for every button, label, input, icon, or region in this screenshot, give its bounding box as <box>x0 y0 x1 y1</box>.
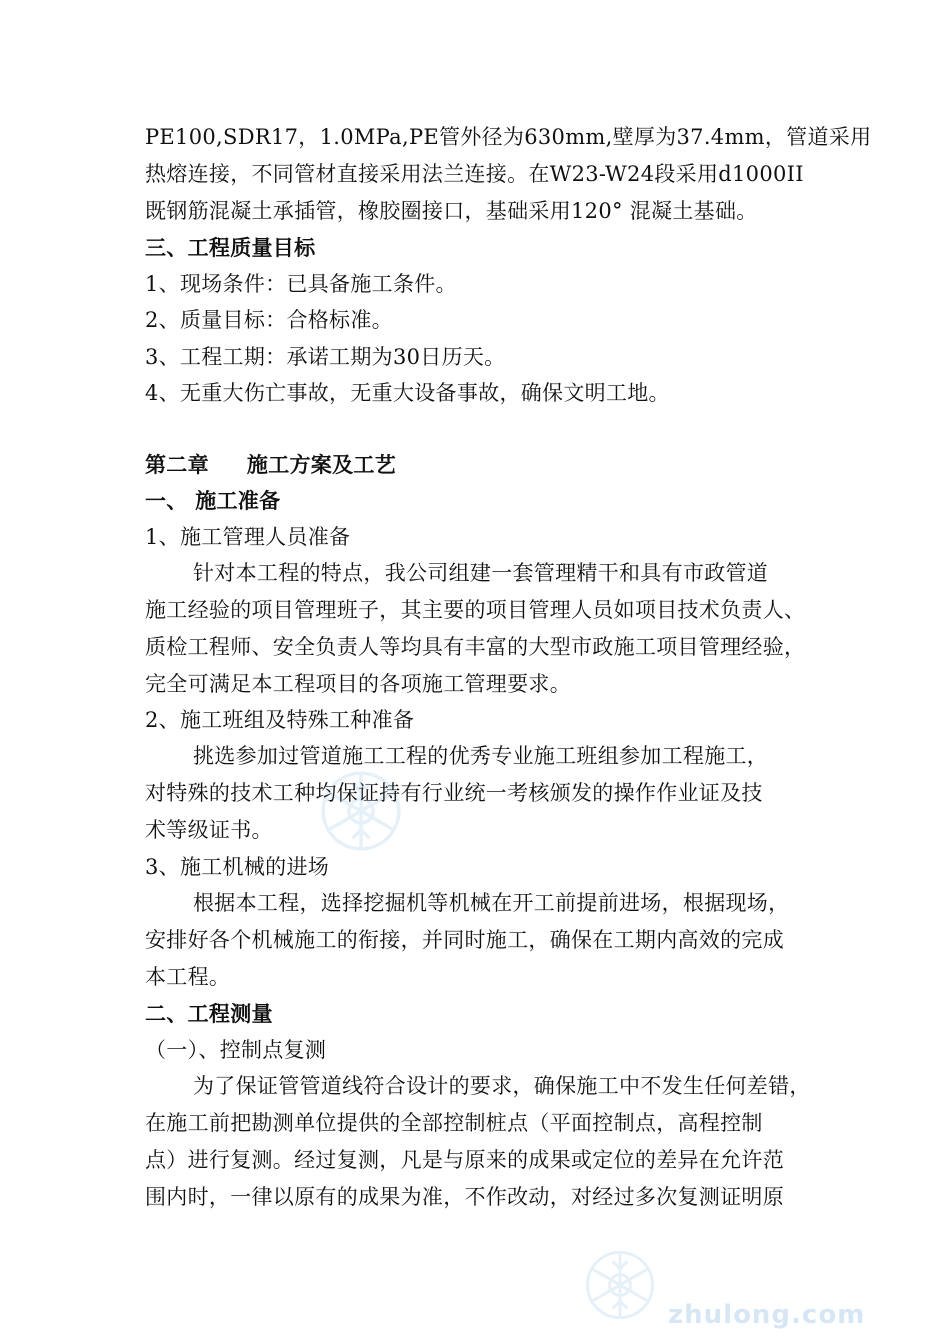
subsection-heading: 1、施工管理人员准备 <box>145 525 351 549</box>
body-text-line: 在施工前把勘测单位提供的全部控制桩点（平面控制点，高程控制 <box>145 1111 763 1135</box>
list-item: 3、工程工期：承诺工期为30日历天。 <box>145 345 506 369</box>
body-text-line: 既钢筋混凝土承插管，橡胶圈接口，基础采用120° 混凝土基础。 <box>145 199 758 223</box>
body-text-line: 根据本工程，选择挖掘机等机械在开工前提前进场，根据现场， <box>193 891 790 915</box>
subsection-heading: 2、施工班组及特殊工种准备 <box>145 708 415 732</box>
section-heading: 三、工程质量目标 <box>145 235 316 260</box>
body-text-line: 挑选参加过管道施工工程的优秀专业施工班组参加工程施工， <box>193 744 769 768</box>
body-text-line: 围内时，一律以原有的成果为准，不作改动，对经过多次复测证明原 <box>145 1185 784 1209</box>
body-text-line: 施工经验的项目管理班子，其主要的项目管理人员如项目技术负责人、 <box>145 598 806 622</box>
body-text-line: 完全可满足本工程项目的各项施工管理要求。 <box>145 672 571 696</box>
body-text-line: 热熔连接，不同管材直接采用法兰连接。在W23-W24段采用d1000II <box>145 162 804 186</box>
snowflake-logo-icon <box>318 768 404 854</box>
subsection-heading: （一）、控制点复测 <box>145 1038 327 1062</box>
subsection-heading: 3、施工机械的进场 <box>145 855 330 879</box>
section-heading: 二、工程测量 <box>145 1001 273 1026</box>
body-text-line: PE100,SDR17，1.0MPa,PE管外径为630mm,壁厚为37.4mm，管道采用 <box>145 125 872 149</box>
chapter-title: 施工方案及工艺 <box>246 452 397 477</box>
body-text-line: 安排好各个机械施工的衔接，并同时施工，确保在工期内高效的完成 <box>145 928 784 952</box>
snowflake-logo-icon <box>583 1248 657 1322</box>
list-item: 4、无重大伤亡事故，无重大设备事故，确保文明工地。 <box>145 381 670 405</box>
body-text-line: 为了保证管管道线符合设计的要求，确保施工中不发生任何差错， <box>193 1074 811 1098</box>
list-item: 1、现场条件：已具备施工条件。 <box>145 272 457 296</box>
body-text-line: 点）进行复测。经过复测，凡是与原来的成果或定位的差异在允许范 <box>145 1148 784 1172</box>
chapter-heading <box>145 450 835 480</box>
list-item: 2、质量目标：合格标准。 <box>145 308 393 332</box>
watermark-text: zhulong.com <box>668 1300 866 1330</box>
body-text-line: 对特殊的技术工种均保证持有行业统一考核颁发的操作作业证及技 <box>145 781 763 805</box>
section-heading: 一、 施工准备 <box>145 488 281 513</box>
body-text-line: 质检工程师、安全负责人等均具有丰富的大型市政施工项目管理经验， <box>145 635 806 659</box>
body-text-line: 术等级证书。 <box>145 818 273 842</box>
body-text-line: 针对本工程的特点，我公司组建一套管理精干和具有市政管道 <box>193 561 769 585</box>
body-text-line: 本工程。 <box>145 965 231 989</box>
chapter-number: 第二章 <box>145 452 209 477</box>
